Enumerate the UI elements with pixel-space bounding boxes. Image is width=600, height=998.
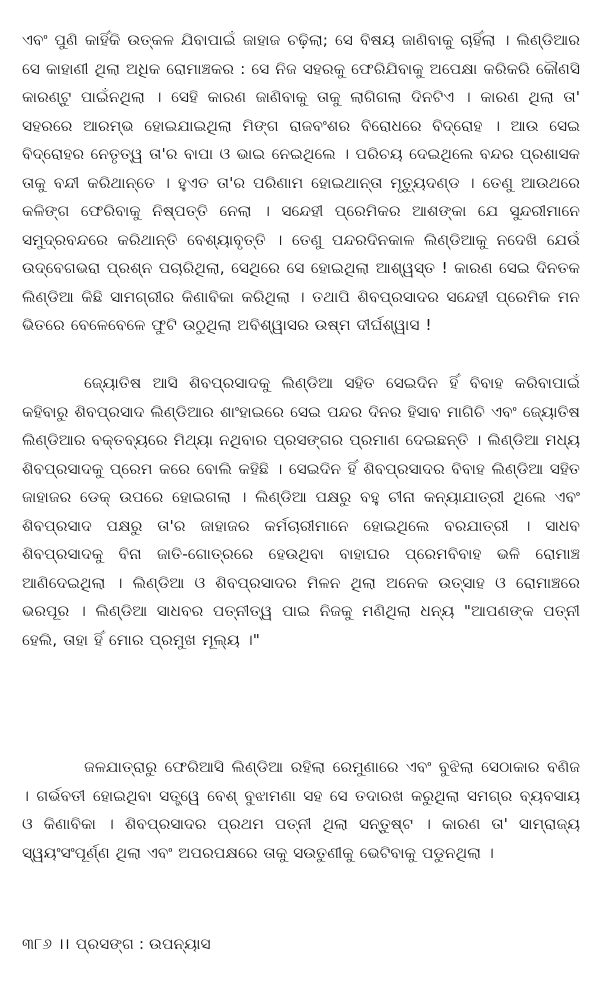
page-footer (22, 933, 211, 955)
paragraph-2: ଜ୍ୟୋତିଷ ଆସି ଶିବପ୍ରସାଦକୁ ଲିଣ୍ଡିଆ ସହିତ ସେଇଦିନ ହିଁ ବିବାହ କରିବାପାଇଁ କହିବାରୁ ଶିବପ୍ରସାଦ ଲିଣ୍ଡିଆର ଶାଂହାଇରେ ସେଇ ପନ୍ଦର ଦିନର ହିସାବ ମାଗିଚି ଏବଂ ଜ୍ୟୋତିଷ ଲିଣ୍ଡିଆର ବକ୍ତବ୍ୟରେ ମିଥ୍ୟା ନଥିବାର ପ୍ରସଙ୍ଗର ପ୍ରମାଣ ଦେଇଛନ୍ତି । ଲିଣ୍ଡିଆ ମଧ୍ୟ ଶିବପ୍ରସାଦକୁ ପ୍ରେମ କରେ ବୋଲି କହିଛି । ସେଇଦିନ ହିଁ ଶିବପ୍ରସାଦର ବିବାହ ଲିଣ୍ଡିଆ ସହିତ ଜାହାଜର ଡେକ୍ ଉପରେ ହୋଇଗଲା । ଲିଣ୍ଡିଆ ପକ୍ଷରୁ ବହୁ ଚୀନା କନ୍ୟାଯାତ୍ରୀ ଥିଲେ ଏବଂ ଶିବପ୍ରସାଦ ପକ୍ଷରୁ ତା'ର ଜାହାଜର କର୍ମଚାରୀମାନେ ହୋଇଥିଲେ ବରଯାତ୍ରୀ । ସାଧବ ଶିବପ୍ରସାଦକୁ ବିନା ଜାତି-ଗୋତ୍ରରେ ହେଉଥିବା ବାହାଘର ପ୍ରେମବିବାହ ଭଳି ରୋମାଞ୍ଚ ଆଣିଦେଇଥିଲା । ଲିଣ୍ଡିଆ ଓ ଶିବପ୍ରସାଦର ମିଳନ ଥିଲା ଅନେକ ଉତ୍ସାହ ଓ ରୋମାଞ୍ଚରେ ଭରପୂର । ଲିଣ୍ଡିଆ ସାଧବର ପତ୍ନୀତ୍ୱ ପାଇ ନିଜକୁ ମଣିଥିଲା ଧନ୍ୟ "ଆପଣଙ୍କ ପତ୍ନୀ ହେଲି, ତାହା ହିଁ ମୋର ପ୍ରମୁଖ ମୂଲ୍ୟ ।" (22, 374, 580, 649)
footer-separator: ।। (58, 935, 70, 953)
paragraph-1: ଏବଂ ପୁଣି କାହିଁକି ଉତ୍କଳ ଯିବାପାଇଁ ଜାହାଜ ଚଢ଼ିଲା; ସେ ବିଷୟ ଜାଣିବାକୁ ଚାହିଁଲା । ଲିଣ୍ଡିଆର ସେ କାହାଣୀ ଥିଲା ଅଧିକ ରୋମାଞ୍ଚକର : ସେ ନିଜ ସହରକୁ ଫେରିଯିବାକୁ ଅପେକ୍ଷା କରିକରି କୌଣସି କାରଣ୍ଟୁ ପାଇଁନଥିଲା । ସେହି କାରଣ ଜାଣିବାକୁ ତାକୁ ଲାଗିଗଲା ଦିନଟିଏ । କାରଣ ଥିଲା ତା' ସହରରେ ଆରମ୍ଭ ହୋଇଯାଇଥିଲା ମିଙ୍ଗ ରାଜବଂଶର ବିରୋଧରେ ବିଦ୍ରୋହ । ଆଉ ସେଇ ବିଦ୍ରୋହର ନେତୃତ୍ୱ ତା'ର ବାପା ଓ ଭାଇ ନେଇଥିଲେ । ପରିଚୟ ଦେଇଥିଲେ ବନ୍ଦର ପ୍ରଶାସକ ତାକୁ ବନ୍ଦୀ କରିଥାନ୍ତେ । ହୁଏତ ତା'ର ପରିଣାମ ହୋଇଥାନ୍ତା ମୃତ୍ୟୁଦଣ୍ଡ । ତେଣୁ ଆଉଥରେ କଳିଙ୍ଗ ଫେରିବାକୁ ନିଷ୍ପତ୍ତି ନେଲା । ସନ୍ଦେହୀ ପ୍ରେମିକର ଆଶଙ୍କା ଯେ ସୁନ୍ଦରୀମାନେ ସମୁଦ୍ରବନ୍ଦରେ କରିଥାନ୍ତି ବେଶ୍ୟାବୃତ୍ତି । ତେଣୁ ପନ୍ଦରଦିନକାଳ ଲିଣ୍ଡିଆକୁ ନଦେଖି ଯେଉଁ ଉଦ୍‌ବେଗଭରା ପ୍ରଶ୍ନ ପଚାରିଥିଲା, ସେଥିରେ ସେ ହୋଇଥିଲା ଆଶ୍ୱସ୍ତ ! କାରଣ ସେଇ ଦିନତକ ଲିଣ୍ଡିଆ କିଛି ସାମଗ୍ରୀର କିଣାବିକା କରିଥିଲା । ତଥାପି ଶିବପ୍ରସାଦର ସନ୍ଦେହୀ ପ୍ରେମିକ ମନ ଭିତରେ ବେଳେବେଳେ ଫୁଟି ଉଠୁଥିଲା ଅବିଶ୍ୱାସର ଉଷ୍ମ ଦୀର୍ଘଶ୍ୱାସ ! (22, 31, 580, 334)
page-number: ୩୮୬ (22, 935, 53, 953)
section-title: ପ୍ରସଙ୍ଗ : ଉପନ୍ୟାସ (75, 935, 211, 953)
paragraph-3: ଜଳଯାତ୍ରାରୁ ଫେରିଆସି ଲିଣ୍ଡିଆ ରହିଲା ରେମୁଣାରେ ଏବଂ ବୁଝିଲା ସେଠାକାର ବଣିଜ । ଗର୍ଭବତୀ ହୋଇଥିବା ସତ୍ତ୍ୱେ ବେଶ୍ ବୁଝାମଣା ସହ ସେ ତଦାରଖ କରୁଥିଲା ସମଗ୍ର ବ୍ୟବସାୟ ଓ କିଣାବିକା । ଶିବପ୍ରସାଦର ପ୍ରଥମ ପତ୍ନୀ ଥିଲା ସନ୍ତୁଷ୍ଟ । କାରଣ ତା' ସାମ୍ରାଜ୍ୟ ସ୍ୱୟଂସଂପୂର୍ଣ୍ଣ ଥିଲା ଏବଂ ଅପରପକ୍ଷରେ ତାକୁ ସଉତୁଣୀକୁ ଭେଟିବାକୁ ପଡୁନଥିଲା । (22, 758, 580, 862)
